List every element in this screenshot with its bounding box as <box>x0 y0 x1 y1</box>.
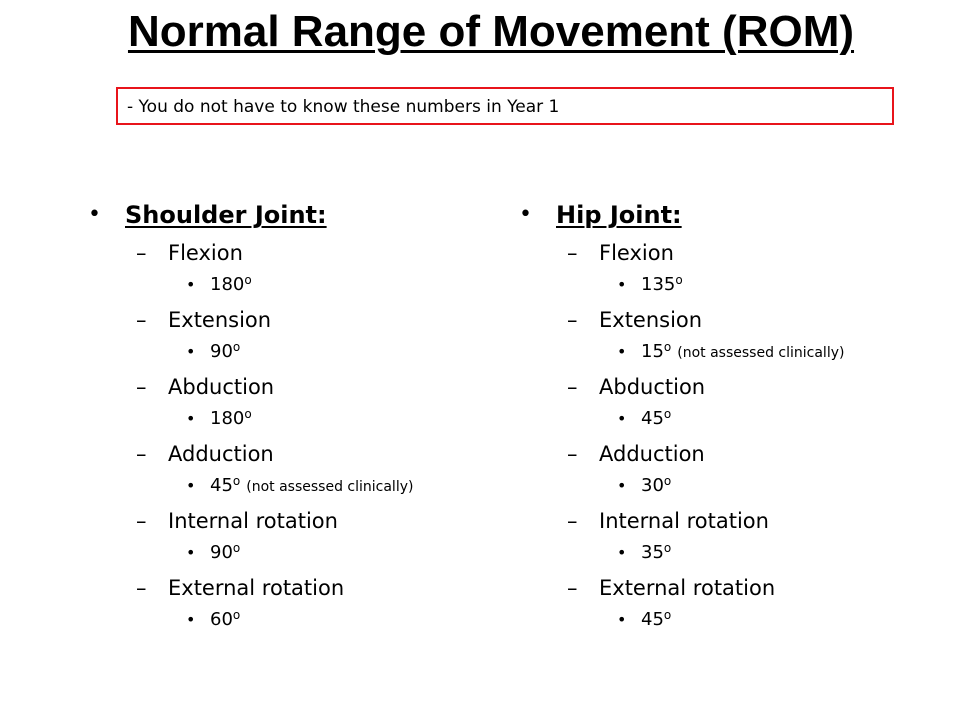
movement-value <box>617 407 677 432</box>
degree-symbol: o <box>232 608 241 622</box>
year-note-text: - You do not have to know these numbers in Year 1 <box>127 97 560 117</box>
degree-symbol: o <box>663 541 672 555</box>
small-bullet-icon: • <box>186 342 196 361</box>
small-bullet-icon: • <box>186 543 196 562</box>
degree-symbol: o <box>244 273 252 287</box>
movement-name: Extension <box>599 308 703 332</box>
dash-icon: – <box>136 308 147 332</box>
degree-value: 90 <box>210 542 233 563</box>
movement-name: Internal rotation <box>168 509 338 533</box>
movement-name: Internal rotation <box>599 509 769 533</box>
dash-icon: – <box>136 375 147 399</box>
small-bullet-icon: • <box>617 342 627 361</box>
shoulder-joint-label: Shoulder Joint: <box>125 201 327 229</box>
degree-symbol: o <box>663 474 672 488</box>
degree-value: 15 <box>641 341 664 362</box>
small-bullet-icon: • <box>617 543 627 562</box>
bullet-icon: • <box>519 202 532 227</box>
dash-icon: – <box>136 442 147 466</box>
hip-joint-label: Hip Joint: <box>556 201 682 229</box>
degree-value: 30 <box>641 475 664 496</box>
year-note-box <box>116 87 894 125</box>
movement-value <box>617 340 844 365</box>
dash-icon: – <box>136 509 147 533</box>
movement-name: External rotation <box>168 576 345 600</box>
degree-value: 60 <box>210 609 233 630</box>
dash-icon: – <box>567 375 578 399</box>
degree-value: 180 <box>210 274 245 295</box>
degree-value: 135 <box>641 274 676 295</box>
movement-value <box>186 541 246 566</box>
movement-name: Extension <box>168 308 272 332</box>
dash-icon: – <box>136 576 147 600</box>
degree-symbol: o <box>663 407 672 421</box>
bullet-icon: • <box>88 202 101 227</box>
dash-icon: – <box>567 442 578 466</box>
movement-value <box>186 340 246 365</box>
dash-icon: – <box>136 241 147 265</box>
movement-name: Abduction <box>599 375 706 399</box>
degree-symbol: o <box>663 340 672 354</box>
small-bullet-icon: • <box>617 610 627 629</box>
movement-name: Flexion <box>168 241 243 265</box>
degree-symbol: o <box>232 474 241 488</box>
small-bullet-icon: • <box>617 409 627 428</box>
movement-name: Adduction <box>168 442 274 466</box>
degree-symbol: o <box>232 340 241 354</box>
dash-icon: – <box>567 308 578 332</box>
degree-symbol: o <box>232 541 241 555</box>
small-bullet-icon: • <box>186 409 196 428</box>
degree-value: 45 <box>641 609 664 630</box>
dash-icon: – <box>567 241 578 265</box>
movement-value <box>186 608 246 633</box>
small-bullet-icon: • <box>186 610 196 629</box>
movement-value <box>617 541 677 566</box>
degree-symbol: o <box>675 273 683 287</box>
small-bullet-icon: • <box>186 275 196 294</box>
degree-symbol: o <box>244 407 252 421</box>
movement-name: Abduction <box>168 375 275 399</box>
movement-value <box>186 407 258 432</box>
degree-value: 90 <box>210 341 233 362</box>
movement-name: Flexion <box>599 241 674 265</box>
movement-name: External rotation <box>599 576 776 600</box>
degree-symbol: o <box>663 608 672 622</box>
small-bullet-icon: • <box>186 476 196 495</box>
movement-value <box>617 474 677 499</box>
degree-value: 180 <box>210 408 245 429</box>
degree-value: 45 <box>641 408 664 429</box>
small-bullet-icon: • <box>617 476 627 495</box>
small-bullet-icon: • <box>617 275 627 294</box>
clinical-note: (not assessed clinically) <box>677 345 845 361</box>
dash-icon: – <box>567 576 578 600</box>
degree-value: 35 <box>641 542 664 563</box>
movement-value <box>186 273 258 298</box>
movement-value <box>617 273 689 298</box>
clinical-note: (not assessed clinically) <box>246 479 414 495</box>
movement-name: Adduction <box>599 442 705 466</box>
degree-value: 45 <box>210 475 233 496</box>
movement-value <box>186 474 413 499</box>
slide-title: Normal Range of Movement (ROM) <box>127 7 855 56</box>
dash-icon: – <box>567 509 578 533</box>
movement-value <box>617 608 677 633</box>
